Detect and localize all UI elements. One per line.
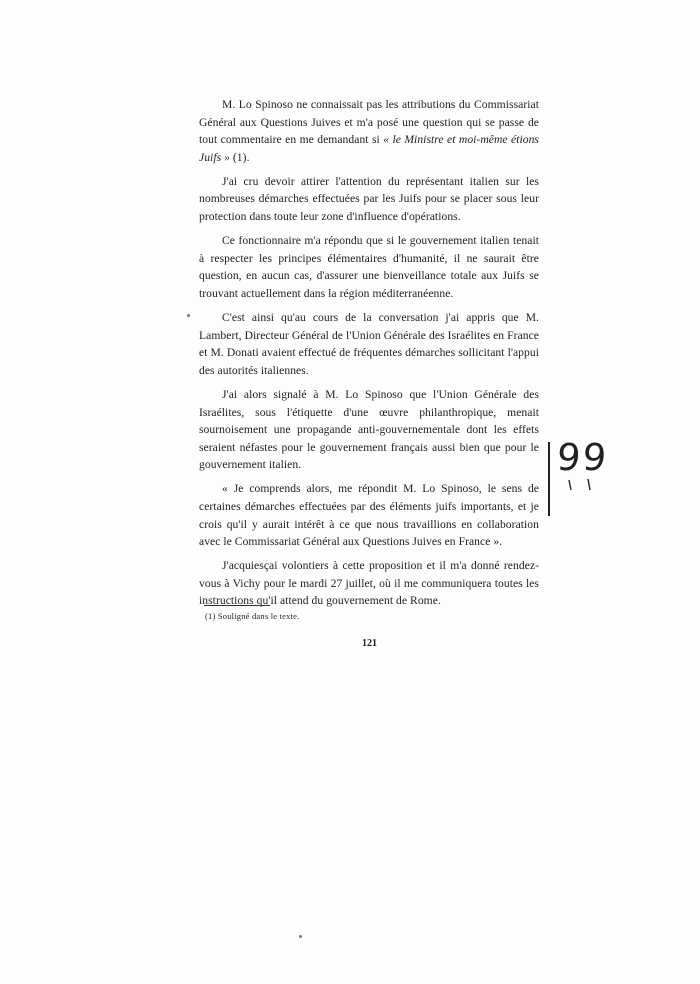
paragraph-5: J'ai alors signalé à M. Lo Spinoso que l'Union Générale des Israélites, sous l'étiquette d'une œuvre philanthropique, menait sournoisement une propagande anti-gouvernementale dont les effets seraient néfastes pour le gouvernement français aussi bien que pour le gouvernement italien. [199,387,539,472]
paragraph-7: J'acquiesçai volontiers à cette proposition et il m'a donné rendez-vous à Vichy pour le mardi 27 juillet, où il me communiquera toutes les instructions qu'il attend du gouvernement de Rome. [199,559,539,608]
body-text [199,96,539,617]
paragraph-2: J'ai cru devoir attirer l'attention du représentant italien sur les nombreuses démarches effectuées par les Juifs pour se placer sous leur protection dans toute leur zone d'influence d'opérations. [199,174,539,224]
margin-vertical-mark [548,442,550,516]
paragraph-1-text: M. Lo Spinoso ne connaissait pas les attributions du Commissariat Général aux Questions Juives et m'a posé une question qui se passe de tout commentaire en me demandant si [199,98,539,147]
handwritten-annotation: 99 [555,436,610,479]
paragraph-4: C'est ainsi qu'au cours de la conversation j'ai appris que M. Lambert, Directeur Général de l'Union Générale des Israélites en France et M. Donati avaient effectué de fréquentes démarches sollicitant l'appui des autorités italiennes. [199,311,539,377]
footnote: (1) Souligné dans le texte. [205,611,300,621]
paragraph-1-quote-italic: « le Ministre et moi-même étions Juifs » [199,133,539,164]
footnote-separator [204,605,270,606]
paragraph-6: « Je comprends alors, me répondit M. Lo Spinoso, le sens de certaines démarches effectuées par des éléments juifs importants, et je crois qu'il y aurait intérêt à ce que nous travaillions en collaboration avec le Commissariat Général aux Questions Juives en France ». [199,482,539,549]
paragraph-1 [199,96,539,166]
page-number: 121 [362,638,377,649]
scan-speck [299,935,302,938]
scan-speck [187,314,190,317]
paragraph-3: Ce fonctionnaire m'a répondu que si le gouvernement italien tenait à respecter les principes élémentaires d'humanité, il ne saurait être question, en aucun cas, d'assurer une bienveillance totale aux Juifs se trouvant actuellement dans la région méditerranéenne. [199,234,539,300]
handwritten-tick-marks [566,478,596,492]
paragraph-1-footnote-ref: (1). [229,150,250,164]
